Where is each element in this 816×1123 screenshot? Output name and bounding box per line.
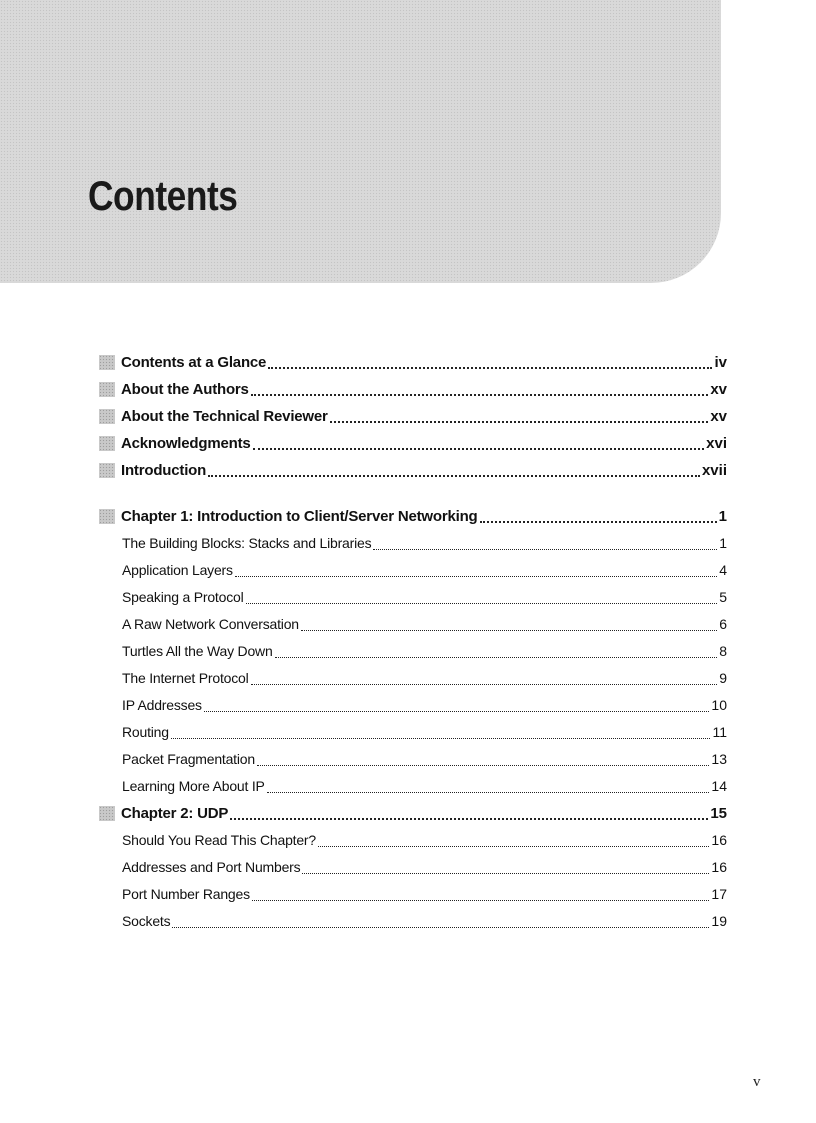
dot-leader [267,792,710,793]
toc-entry-contents-at-a-glance[interactable] [99,349,727,376]
toc-subentry-label: Routing [122,724,169,740]
toc-entry-label: Acknowledgments [121,435,251,452]
toc-subentry[interactable] [99,692,727,719]
toc-subentry[interactable] [99,584,727,611]
toc-subentry[interactable] [99,530,727,557]
toc-subentry-label: Addresses and Port Numbers [122,859,301,875]
toc-subentry-page: 9 [719,670,727,686]
toc-subentry[interactable] [99,638,727,665]
dot-leader [302,873,709,874]
toc-subentry-page: 1 [719,535,727,551]
toc-subentry-label: The Building Blocks: Stacks and Libraries [122,535,372,551]
toc-subentry-page: 17 [711,886,727,902]
toc-subentry-label: Application Layers [122,562,233,578]
toc-subentry-page: 19 [711,913,727,929]
toc-subentry-page: 14 [711,778,727,794]
dot-leader [275,657,718,658]
toc-entry-page: xv [710,408,727,425]
toc-subentry-label: The Internet Protocol [122,670,249,686]
toc-entry-label: Introduction [121,462,207,479]
section-marker-icon [99,436,115,451]
section-marker-icon [99,355,115,370]
toc-subentry-page: 5 [719,589,727,605]
toc-subentry-label: A Raw Network Conversation [122,616,299,632]
dot-leader [171,738,711,739]
header-banner [0,0,721,283]
toc-subentry[interactable] [99,557,727,584]
dot-leader [480,521,717,523]
section-marker-icon [99,409,115,424]
dot-leader [172,927,709,928]
dot-leader [301,630,717,631]
section-marker-icon [99,509,115,524]
toc-entry-label: Chapter 2: UDP [121,805,229,822]
toc-entry-label: About the Technical Reviewer [121,408,328,425]
dot-leader [230,818,708,820]
dot-leader [373,549,717,550]
dot-leader [253,448,705,450]
dot-leader [252,900,710,901]
dot-leader [246,603,718,604]
dot-leader [251,394,709,396]
toc-entry-about-the-technical-reviewer[interactable] [99,403,727,430]
toc-entry-about-the-authors[interactable] [99,376,727,403]
toc-subentry-page: 11 [712,724,727,740]
toc-entry-page: iv [714,354,727,371]
dot-leader [204,711,710,712]
toc-subentry-label: Port Number Ranges [122,886,250,902]
toc-subentry[interactable] [99,611,727,638]
toc-entry-page: xvii [701,462,727,479]
toc-subentry-label: Learning More About IP [122,778,265,794]
toc-subentry[interactable] [99,746,727,773]
toc-subentry-label: Should You Read This Chapter? [122,832,316,848]
dot-leader [251,684,718,685]
toc-subentry[interactable] [99,881,727,908]
section-marker-icon [99,806,115,821]
toc-subentry[interactable] [99,854,727,881]
toc-subentry[interactable] [99,719,727,746]
toc-subentry-label: Turtles All the Way Down [122,643,273,659]
dot-leader [208,475,700,477]
page-title: Contents [88,172,238,219]
toc-subentry-page: 13 [711,751,727,767]
section-marker-icon [99,463,115,478]
toc-entry-label: Chapter 1: Introduction to Client/Server Networking [121,508,478,525]
toc-entry-label: Contents at a Glance [121,354,267,371]
toc-subentry-label: Sockets [122,913,171,929]
toc-subentry[interactable] [99,827,727,854]
dot-leader [318,846,709,847]
toc-entry-page: 15 [710,805,727,822]
spacer [99,484,727,503]
toc-entry-chapter-1[interactable] [99,503,727,530]
toc-entry-acknowledgments[interactable] [99,430,727,457]
section-marker-icon [99,382,115,397]
toc-entry-page: xv [710,381,727,398]
toc-subentry-page: 10 [711,697,727,713]
toc-entry-chapter-2[interactable] [99,800,727,827]
toc-subentry-page: 16 [711,859,727,875]
toc-subentry[interactable] [99,665,727,692]
page-number: v [753,1074,761,1090]
toc-entry-introduction[interactable] [99,457,727,484]
toc-subentry-page: 6 [719,616,727,632]
toc-subentry-page: 8 [719,643,727,659]
toc-subentry[interactable] [99,773,727,800]
dot-leader [268,367,712,369]
toc-subentry-label: Packet Fragmentation [122,751,255,767]
toc-subentry-page: 4 [719,562,727,578]
toc-subentry-label: Speaking a Protocol [122,589,244,605]
toc-subentry-page: 16 [711,832,727,848]
toc-entry-label: About the Authors [121,381,249,398]
toc-subentry-label: IP Addresses [122,697,202,713]
dot-leader [330,421,709,423]
table-of-contents [99,349,727,935]
dot-leader [257,765,709,766]
toc-entry-page: xvi [706,435,727,452]
toc-subentry[interactable] [99,908,727,935]
toc-entry-page: 1 [718,508,727,525]
dot-leader [235,576,717,577]
